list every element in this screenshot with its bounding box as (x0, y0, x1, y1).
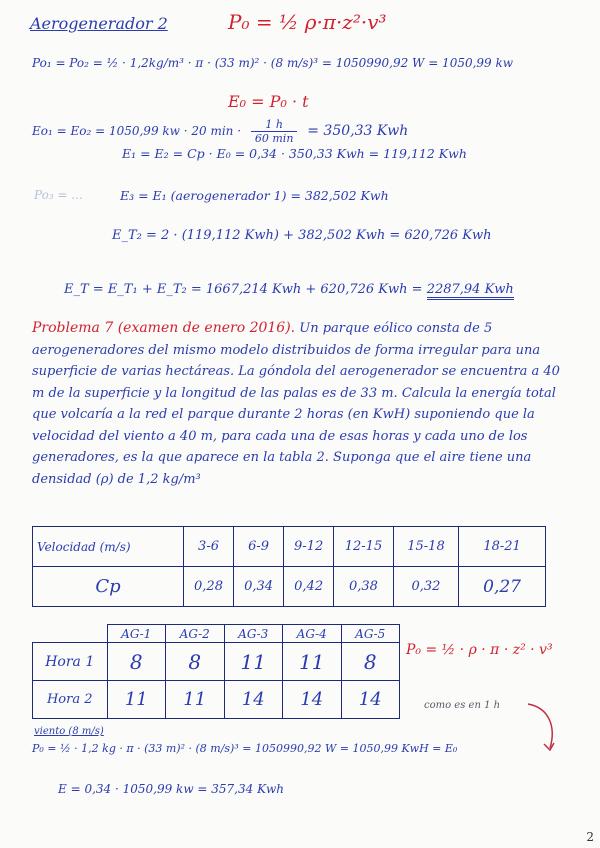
speed-range-5: 15-18 (393, 527, 458, 567)
calc-line-cp: E₁ = E₂ = Cp · E₀ = 0,34 · 350,33 Kwh = 119,112 Kwh (122, 146, 467, 161)
page-number: 2 (586, 830, 594, 844)
bottom-power-line: P₀ = ½ · 1,2 kg · π · (33 m)² · (8 m/s)³ = 1050990,92 W = 1050,99 KwH = E₀ (32, 742, 458, 755)
wind-value: 11 (224, 643, 283, 681)
speed-range-4: 12-15 (334, 527, 394, 567)
annotation-arrow (520, 700, 580, 760)
time-fraction (251, 118, 298, 145)
row-label-cp: Cp (33, 567, 184, 607)
cp-value-6: 0,27 (459, 567, 546, 607)
wind-value: 11 (283, 643, 342, 681)
calc-line-faint: Po₃ = ... (34, 188, 83, 202)
fraction-denominator: 60 min (254, 132, 294, 145)
wind-value: 14 (283, 681, 342, 719)
table-row (33, 567, 546, 607)
section-title: Aerogenerador 2 (30, 14, 168, 33)
calc-line-et2: E_T₂ = 2 · (119,112 Kwh) + 382,502 Kwh = 620,726 Kwh (112, 228, 492, 243)
calc-line-energy-a: Eo₁ = Eo₂ = 1050,99 kw · 20 min · (32, 124, 242, 138)
problem-label: Problema 7 (examen de enero 2016). (32, 320, 296, 336)
cp-value-1: 0,28 (183, 567, 233, 607)
cp-table (32, 526, 546, 607)
table-row (33, 527, 546, 567)
header-empty (33, 625, 108, 643)
wind-speed-table (32, 624, 400, 719)
cp-value-3: 0,42 (284, 567, 334, 607)
table-row (33, 681, 400, 719)
energy-formula: E₀ = P₀ · t (228, 92, 309, 111)
problem-text: Un parque eólico consta de 5 aerogeneradores del mismo modelo distribuidos de forma irregular para una superficie de varias hectáreas. La góndola del aerogenerador se encuentra a 40 m de la superficie y la longitud de las palas es de 33 m. Calcula la energía total que volcaría a la red el parque durante 2 horas (en KwH) suponiendo que la velocidad del viento a 40 m, para cada una de esas horas y cada uno de los generadores, es la que aparece en la tabla 2. Suponga que el aire tiene una densidad (ρ) de 1,2 kg/m³ (32, 321, 560, 487)
wind-value: 14 (224, 681, 283, 719)
bottom-energy-line: E = 0,34 · 1050,99 kw = 357,34 Kwh (58, 782, 285, 796)
speed-range-1: 3-6 (183, 527, 233, 567)
fraction-numerator: 1 h (251, 118, 298, 132)
total-result: 2287,94 Kwh (427, 282, 514, 300)
header-ag4: AG-4 (283, 625, 342, 643)
calc-line-total-a: E_T = E_T₁ + E_T₂ = 1667,214 Kwh + 620,726 Kwh = (64, 282, 423, 297)
speed-range-6: 18-21 (459, 527, 546, 567)
problem-statement (32, 318, 562, 490)
calc-line-e3: E₃ = E₁ (aerogenerador 1) = 382,502 Kwh (120, 188, 389, 203)
row-label-hour1: Hora 1 (33, 643, 108, 681)
row-label-hour2: Hora 2 (33, 681, 108, 719)
wind-value: 14 (341, 681, 400, 719)
speed-range-3: 9-12 (284, 527, 334, 567)
wind-value: 8 (166, 643, 225, 681)
header-ag3: AG-3 (224, 625, 283, 643)
table-row (33, 643, 400, 681)
calc-line-energy-b: = 350,33 Kwh (307, 123, 409, 139)
wind-note: viento (8 m/s) (34, 726, 104, 737)
row-label-speed: Velocidad (m/s) (33, 527, 184, 567)
cp-value-5: 0,32 (393, 567, 458, 607)
speed-range-2: 6-9 (234, 527, 284, 567)
wind-value: 11 (166, 681, 225, 719)
wind-value: 11 (107, 681, 166, 719)
arrow-curve (528, 704, 552, 748)
cp-value-2: 0,34 (234, 567, 284, 607)
arrow-head (544, 743, 554, 750)
calc-line-total (64, 282, 514, 297)
side-note: como es en 1 h (424, 700, 501, 711)
wind-value: 8 (341, 643, 400, 681)
header-ag2: AG-2 (166, 625, 225, 643)
wind-value: 8 (107, 643, 166, 681)
header-ag5: AG-5 (341, 625, 400, 643)
calc-line-power: Po₁ = Po₂ = ½ · 1,2kg/m³ · π · (33 m)² · (8 m/s)³ = 1050990,92 W = 1050,99 kw (32, 56, 514, 70)
side-formula: P₀ = ½ · ρ · π · z² · v³ (406, 642, 553, 658)
calc-line-energy (32, 118, 408, 145)
power-formula-top: P₀ = ½ ρ·π·z²·v³ (228, 10, 387, 34)
table-row (33, 625, 400, 643)
cp-value-4: 0,38 (334, 567, 394, 607)
header-ag1: AG-1 (107, 625, 166, 643)
